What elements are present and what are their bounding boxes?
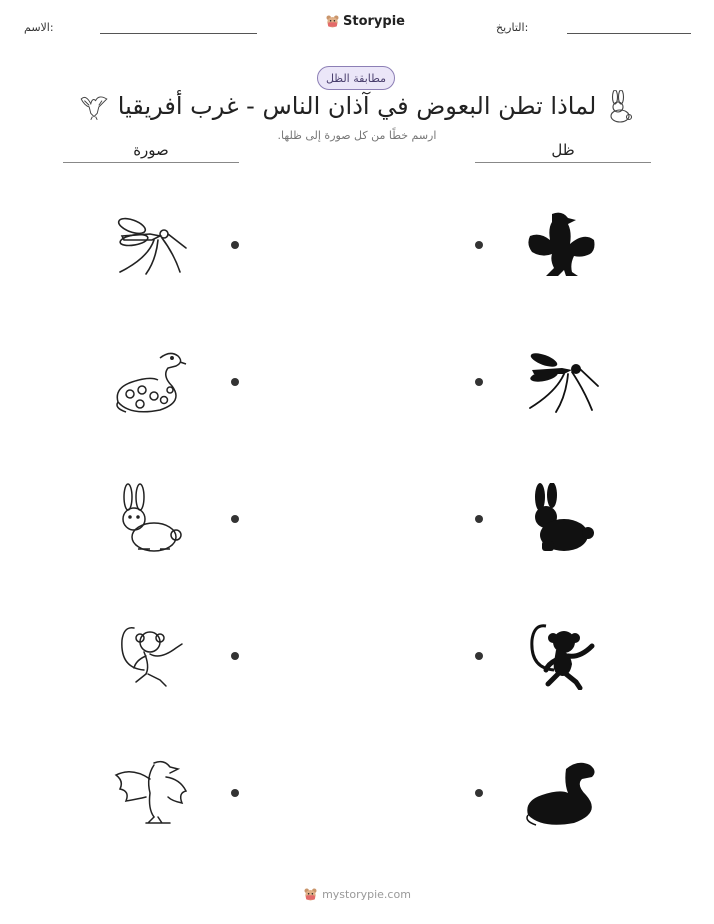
date-line[interactable]: [567, 33, 691, 34]
picture-dot-4[interactable]: [231, 652, 239, 660]
instructions: ارسم خطًا من كل صورة إلى ظلها.: [277, 129, 437, 142]
mosquito-picture[interactable]: [110, 210, 190, 280]
snake-picture[interactable]: [110, 346, 190, 416]
brand-name: Storypie: [343, 14, 405, 29]
picture-dot-5[interactable]: [231, 789, 239, 797]
shadow-dot-2[interactable]: [475, 378, 483, 386]
shadow-dot-5[interactable]: [475, 789, 483, 797]
name-line[interactable]: [100, 33, 257, 34]
picture-dot-1[interactable]: [231, 241, 239, 249]
shadow-column-header: ظل: [551, 141, 575, 159]
footer: [0, 887, 714, 902]
monkey-picture[interactable]: [110, 620, 190, 690]
bear-icon: [303, 887, 318, 902]
picture-column-rule: [63, 162, 239, 163]
picture-dot-2[interactable]: [231, 378, 239, 386]
rabbit-shadow[interactable]: [522, 483, 602, 553]
bear-icon: [325, 14, 340, 29]
footer-url[interactable]: mystorypie.com: [322, 888, 411, 901]
mosquito-shadow[interactable]: [522, 346, 602, 416]
monkey-shadow[interactable]: [522, 620, 602, 690]
name-label: الاسم:: [24, 21, 54, 34]
rabbit-picture[interactable]: [110, 483, 190, 553]
brand-logo: [325, 14, 405, 29]
page-title: لماذا تطن البعوض في آذان الناس - غرب أفريقيا: [117, 92, 597, 120]
eagle-picture[interactable]: [110, 757, 190, 827]
picture-dot-3[interactable]: [231, 515, 239, 523]
shadow-dot-3[interactable]: [475, 515, 483, 523]
rabbit-title-icon: [604, 90, 634, 124]
shadow-column-rule: [475, 162, 651, 163]
eagle-title-icon: [78, 92, 110, 122]
picture-column-header: صورة: [133, 141, 169, 159]
date-label: التاريخ:: [496, 21, 529, 34]
shadow-dot-4[interactable]: [475, 652, 483, 660]
eagle-shadow[interactable]: [522, 210, 602, 280]
shadow-dot-1[interactable]: [475, 241, 483, 249]
snake-shadow[interactable]: [522, 757, 602, 827]
activity-badge: مطابقة الظل: [317, 66, 395, 90]
